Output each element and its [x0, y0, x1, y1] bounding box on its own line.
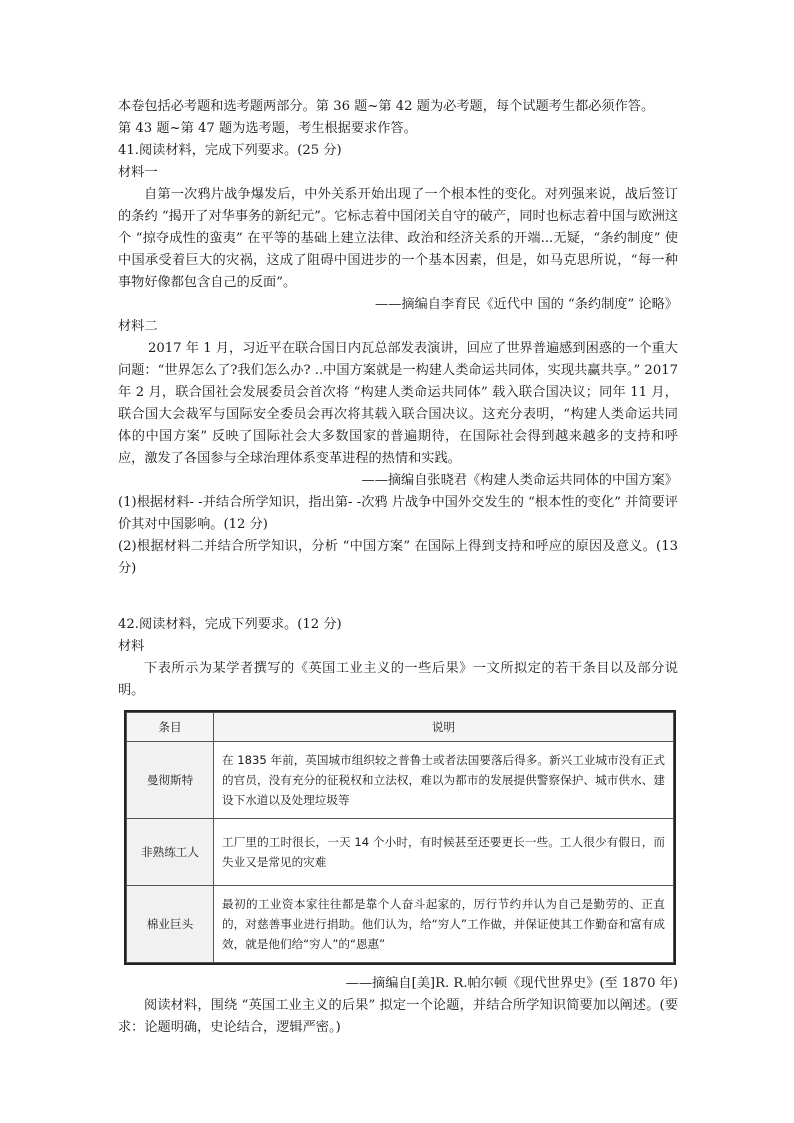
q41-material1-label: 材料一: [118, 165, 158, 180]
q42-intro: 下表所示为某学者撰写的《英国工业主义的一些后果》一文所拟定的若干条目以及部分说明。: [118, 661, 678, 698]
header-item: 条目: [127, 713, 214, 742]
q42-table: [124, 710, 676, 965]
header-description: 说明: [214, 713, 674, 742]
q41-material1-text: 自第一次鸦片战争爆发后，中外关系开始出现了一个根本性的变化。对列强来说，战后签订的条约 “揭开了对华事务的新纪元”。它标志着中国闭关自守的破产，同时也标志着中国与欧洲这个 “掠夺成性的蛮夷” 在平等的基础上建立法律、政治和经济关系的开端...无疑，“条约制度” 使中国承受着巨大的灾祸，这成了阻碍中国进步的一个基本因素，但是，如马克思所说，“每一种事物好像都包含自己的反面”。: [118, 187, 678, 290]
exam-page: [118, 96, 678, 1039]
row-item: 非熟练工人: [127, 819, 214, 886]
intro-line-2: 第 43 题~第 47 题为选考题，考生根据要求作答。: [118, 121, 417, 136]
table-row: [127, 886, 674, 963]
q41-requirement-1: (1)根据材料- -并结合所学知识，指出第- -次鸦 片战争中国外交发生的 “根本性的变化” 并简要评价其对中国影响。(12 分): [118, 495, 678, 532]
q41-material2-label: 材料二: [118, 319, 158, 334]
q42-title: 42.阅读材料，完成下列要求。(12 分): [118, 617, 342, 632]
table-row: [127, 819, 674, 886]
row-description: 工厂里的工时很长，一天 14 个小时，有时候甚至还要更长一些。工人很少有假日，而失业又是常见的灾难: [214, 819, 674, 886]
table-row: [127, 742, 674, 819]
q41-material2-source: ——摘编自张晓君《构建人类命运共同体的中国方案》: [361, 473, 678, 488]
q42-task: 阅读材料，围绕 “英国工业主义的后果” 拟定一个论题，并结合所学知识简要加以阐述。(要求：论题明确，史论结合，逻辑严密。): [118, 998, 678, 1035]
row-item: 棉业巨头: [127, 886, 214, 963]
q41-material2-text: 2017 年 1 月，习近平在联合国日内瓦总部发表演讲，回应了世界普遍感到困惑的一个重大问题：“世界怎么了?我们怎么办? ..中国方案就是一构建人类命运共同体，实现共赢共享。” 2017 年 2 月，联合国社会发展委员会首次将 “构建人类命运共同体” 载入联合国决议；同年 11 月，联合国大会裁军与国际安全委员会再次将其载入联合国决议。这充分表明，“构建人类命运共同体的中国方案” 反映了国际社会大多数国家的普遍期待，在国际社会得到越来越多的支持和呼应，激发了各国参与全球治理体系变革进程的热情和实践。: [118, 341, 678, 466]
row-description: 最初的工业资本家往往都是靠个人奋斗起家的，厉行节约并认为自己是勤劳的、正直的，对慈善事业进行捐助。他们认为，给“穷人”工作做，并保证使其工作勤奋和富有成效，就是他们给“穷人”的“恩惠”: [214, 886, 674, 963]
q41-title: 41.阅读材料，完成下列要求。(25 分): [118, 143, 342, 158]
section-spacer: [118, 580, 678, 614]
q42-material-label: 材料: [118, 639, 145, 654]
table-header-row: [127, 713, 674, 742]
q41-material1-source: ——摘编自李育民《近代中 国的 “条约制度” 论略》: [375, 297, 678, 312]
intro-line-1: 本卷包括必考题和选考题两部分。第 36 题~第 42 题为必考题，每个试题考生都必须作答。: [118, 99, 655, 114]
q42-source: ——摘编自[美]R. R.帕尔顿《现代世界史》(至 1870 年): [345, 976, 678, 991]
row-description: 在 1835 年前，英国城市组织较之普鲁士或者法国要落后得多。新兴工业城市没有正式的官员，没有充分的征税权和立法权，难以为都市的发展提供警察保护、城市供水、建设下水道以及处理垃圾等: [214, 742, 674, 819]
row-item: 曼彻斯特: [127, 742, 214, 819]
q41-requirement-2: (2)根据材料二并结合所学知识，分析 “中国方案” 在国际上得到支持和呼应的原因及意义。(13 分): [118, 539, 678, 576]
